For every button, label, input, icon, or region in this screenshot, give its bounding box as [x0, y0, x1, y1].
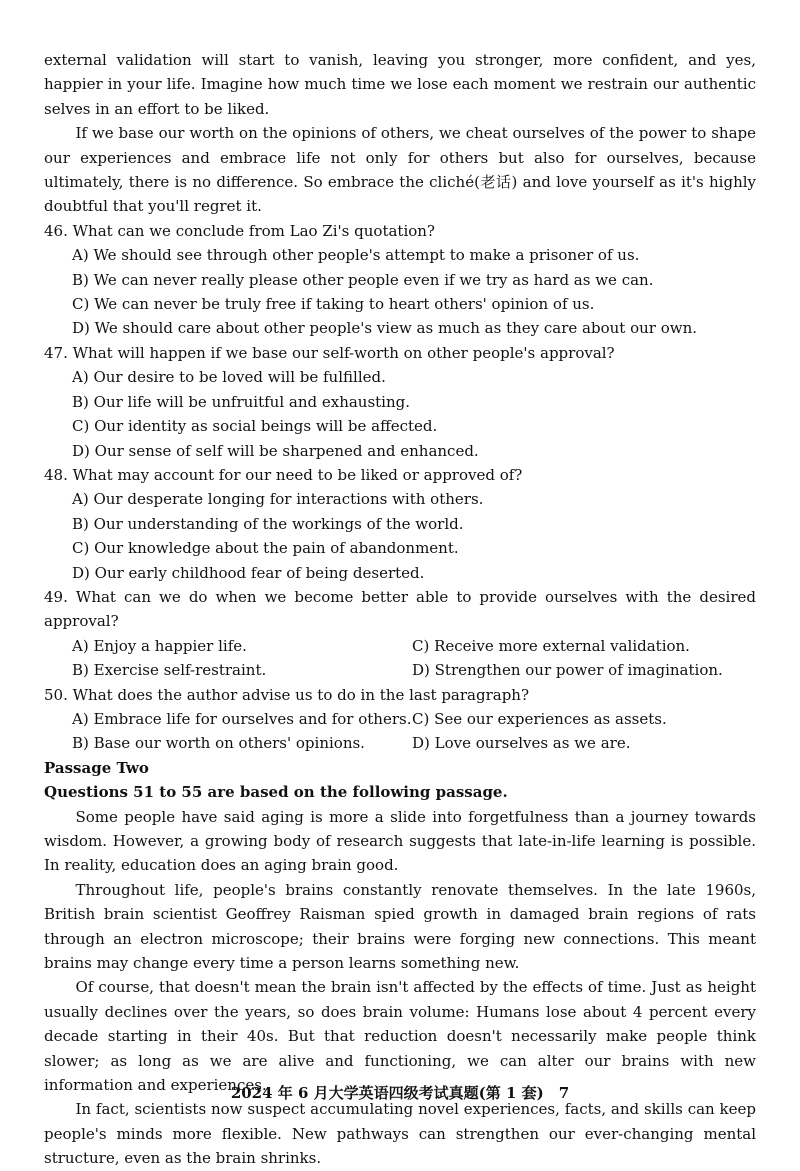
answer-option: A) Our desire to be loved will be fulfilled. [72, 368, 386, 387]
question-stem: 49. What can we do when we become better able to provide ourselves with the desired approval? [44, 587, 756, 631]
passage-paragraph: Throughout life, people's brains constantly renovate themselves. In the late 1960s, British brain scientist Geoffrey Raisman spied growth in damaged brain regions of rats through an electron microscope; their brains were forging new connections. This meant brains may change every time a person learns something new. [44, 880, 756, 973]
answer-option: C) Our knowledge about the pain of abandonment. [72, 539, 459, 558]
answer-option: B) Base our worth on others' opinions. [72, 734, 365, 753]
answer-option: C) See our experiences as assets. [412, 709, 667, 728]
exam-page [44, 48, 756, 1171]
passage-title: Passage Two [44, 758, 149, 777]
answer-option: C) Our identity as social beings will be affected. [72, 417, 438, 436]
question-stem: 47. What will happen if we base our self-worth on other people's approval? [44, 343, 615, 362]
passage-paragraph: external validation will start to vanish, leaving you stronger, more confident, and yes, happier in your life. Imagine how much time we lose each moment we restrain our authentic selves in an effort to be liked. [44, 51, 756, 118]
passage-paragraph: If we base our worth on the opinions of others, we cheat ourselves of the power to shape our experiences and embrace life not only for others but also for ourselves, because ultimately, there is no difference. So embrace the cliché(老话) and love yourself as it's highly doubtful that you'll regret it. [44, 124, 756, 216]
passage-paragraph: Some people have said aging is more a slide into forgetfulness than a journey towards wisdom. However, a growing body of research suggests that late-in-life learning is possible. In reality, education does an aging brain good. [44, 807, 756, 875]
answer-option: B) We can never really please other people even if we try as hard as we can. [72, 270, 654, 289]
answer-option: B) Our life will be unfruitful and exhausting. [72, 392, 411, 411]
answer-option: B) Exercise self-restraint. [72, 661, 267, 680]
answer-option: A) Embrace life for ourselves and for others. [72, 709, 412, 728]
answer-option: A) Our desperate longing for interactions with others. [72, 490, 484, 509]
passage-instruction: Questions 51 to 55 are based on the following passage. [44, 783, 508, 802]
answer-option: D) Love ourselves as we are. [412, 734, 631, 753]
answer-option: D) Our sense of self will be sharpened and enhanced. [72, 441, 479, 460]
answer-option: A) Enjoy a happier life. [72, 636, 247, 655]
answer-option: D) We should care about other people's view as much as they care about our own. [72, 319, 698, 338]
answer-option: A) We should see through other people's attempt to make a prisoner of us. [72, 246, 640, 265]
answer-option-row [72, 658, 756, 682]
passage-paragraph: In fact, scientists now suspect accumulating novel experiences, facts, and skills can keep people's minds more flexible. New pathways can strengthen our ever-changing mental structure, even as the brain shrinks. [44, 1100, 756, 1168]
answer-option: D) Our early childhood fear of being deserted. [72, 563, 425, 582]
answer-option-row [72, 634, 756, 658]
page-footer: 2024 年 6 月大学英语四级考试真题(第 1 套) 7 [230, 1084, 570, 1102]
passage-paragraph: Of course, that doesn't mean the brain isn't affected by the effects of time. Just as height usually declines over the years, so does brain volume: Humans lose about 4 percent every decade starting in their 40s. But that reduction doesn't necessarily make people think slower; as long as we are alive and functioning, we can alter our brains with new information and experiences. [44, 978, 756, 1095]
question-stem: 50. What does the author advise us to do in the last paragraph? [44, 685, 529, 704]
answer-option-row [72, 707, 756, 731]
question-stem: 46. What can we conclude from Lao Zi's quotation? [44, 221, 435, 240]
answer-option: C) Receive more external validation. [412, 636, 690, 655]
answer-option: C) We can never be truly free if taking to heart others' opinion of us. [72, 295, 595, 314]
question-stem: 48. What may account for our need to be liked or approved of? [44, 465, 523, 484]
answer-option-row [72, 731, 756, 755]
answer-option: B) Our understanding of the workings of the world. [72, 514, 464, 533]
answer-option: D) Strengthen our power of imagination. [412, 661, 723, 680]
